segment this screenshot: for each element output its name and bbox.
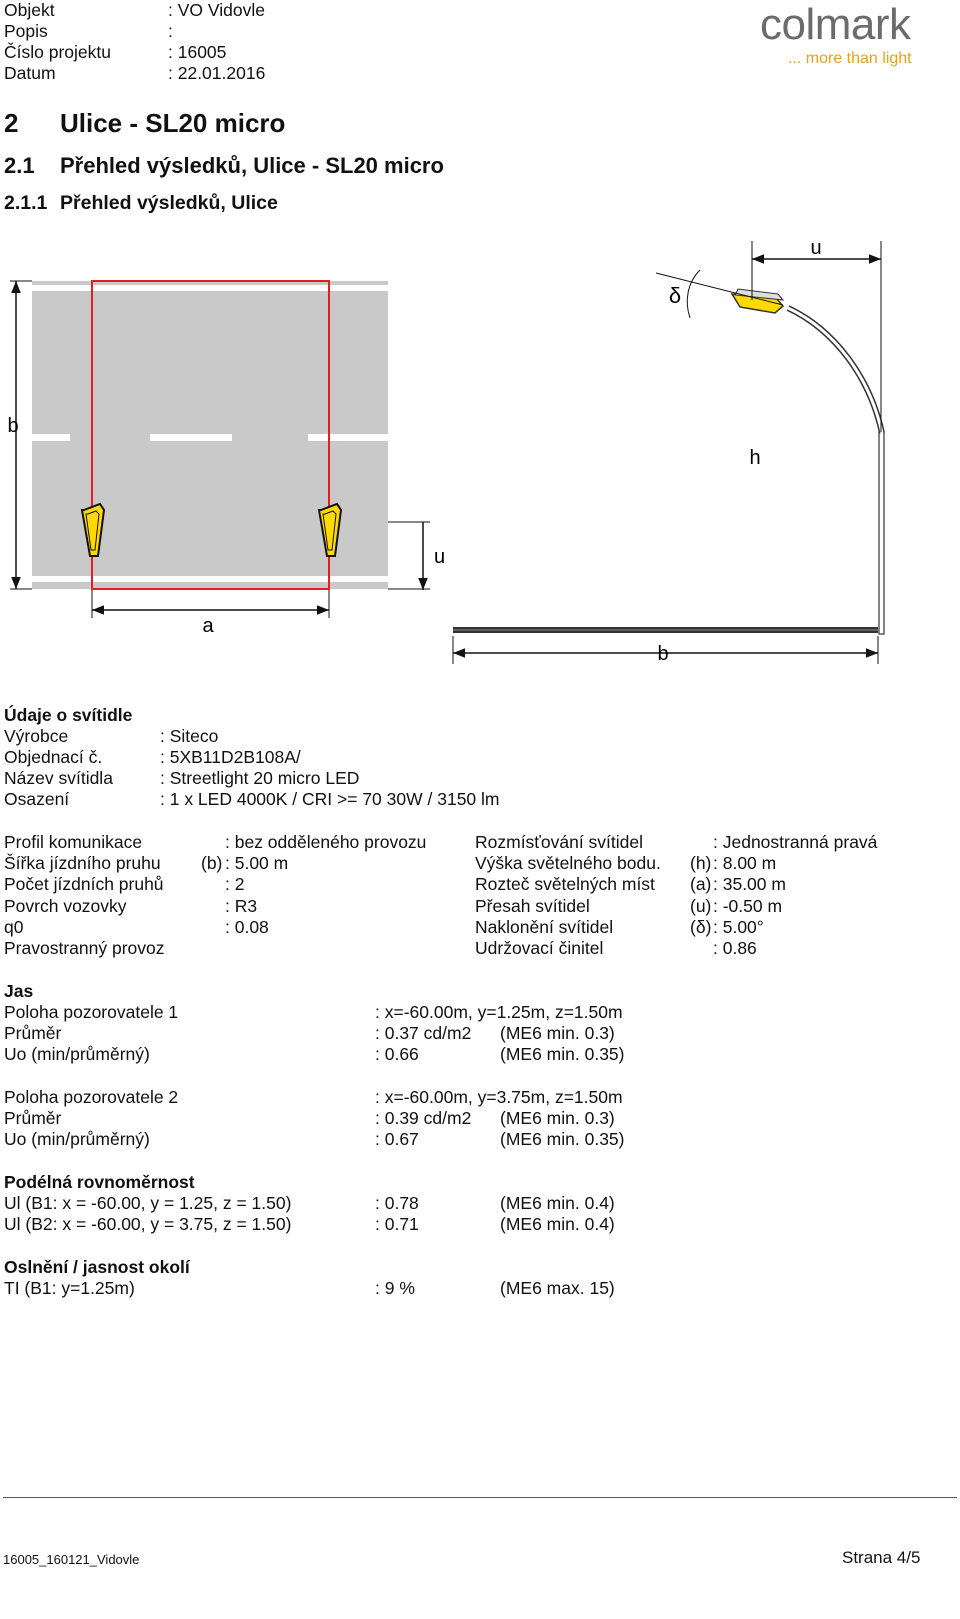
result-label: TI (B1: y=1.25m) [4,1278,135,1298]
footer-filename: 16005_160121_Vidovle [3,1552,140,1567]
param-symbol: (u) [690,896,712,916]
header-value-objekt: : VO Vidovle [168,0,265,20]
heading-2-number: 2.1 [4,153,35,178]
result-requirement: (ME6 min. 0.3) [500,1108,615,1128]
label-h: h [749,447,761,469]
result-label: Průměr [4,1023,62,1043]
result-label: Poloha pozorovatele 2 [4,1087,179,1107]
result-requirement: (ME6 min. 0.4) [500,1193,615,1213]
result-label: Ul (B2: x = -60.00, y = 3.75, z = 1.50) [4,1214,292,1234]
param-value: : bez odděleného provozu [225,832,427,852]
road-dash-3 [308,434,388,441]
param-symbol: (δ) [690,917,712,937]
result-label: Uo (min/průměrný) [4,1044,150,1064]
param-value: : 0.86 [713,938,757,958]
param-value: : R3 [225,896,258,916]
result-value: : x=-60.00m, y=3.75m, z=1.50m [375,1087,623,1107]
heading-3-text: Přehled výsledků, Ulice [60,192,278,214]
luminaire-label: Výrobce [4,726,69,746]
label-a: a [202,615,214,637]
road-dash-1 [32,434,70,441]
result-requirement: (ME6 min. 0.35) [500,1129,625,1149]
result-label: Ul (B1: x = -60.00, y = 1.25, z = 1.50) [4,1193,292,1213]
heading-2-text: Přehled výsledků, Ulice - SL20 micro [60,153,444,178]
result-value: : 0.71 [375,1214,419,1234]
footer-page-number: Strana 4/5 [842,1548,921,1567]
road-edge-line-bottom [32,576,388,582]
result-value: : x=-60.00m, y=1.25m, z=1.50m [375,1002,623,1022]
param-label: Naklonění svítidel [475,917,614,937]
result-value: : 0.67 [375,1129,419,1149]
heading-1-text: Ulice - SL20 micro [60,108,286,138]
param-label: Udržovací činitel [475,938,604,958]
param-label: Profil komunikace [4,832,143,852]
result-requirement: (ME6 min. 0.35) [500,1044,625,1064]
heading-3-number: 2.1.1 [4,192,48,214]
param-value: : 8.00 m [713,853,777,873]
param-label: Šířka jízdního pruhu [4,853,161,873]
luminaire-value: : Streetlight 20 micro LED [160,768,360,788]
luminaire-value: : Siteco [160,726,219,746]
result-label: Poloha pozorovatele 1 [4,1002,179,1022]
luminaire-label: Objednací č. [4,747,103,767]
luminaire-label: Název svítidla [4,768,113,788]
label-b-left: b [7,415,19,437]
param-label: Počet jízdních pruhů [4,874,164,894]
result-value: : 0.37 cd/m2 [375,1023,472,1043]
result-requirement: (ME6 max. 15) [500,1278,615,1298]
param-value: : 5.00° [713,917,764,937]
result-value: : 0.66 [375,1044,419,1064]
param-symbol: (b) [201,853,223,873]
header-label-cislo: Číslo projektu [4,42,111,62]
logo-word: colmark [760,0,911,49]
osleni-title: Oslnění / jasnost okolí [4,1257,190,1277]
jas-title: Jas [4,981,34,1001]
param-label: Rozmísťování svítidel [475,832,644,852]
header-value-datum: : 22.01.2016 [168,63,266,83]
luminaire-label: Osazení [4,789,70,809]
header-label-popis: Popis [4,21,48,41]
logo-tagline: ... more than light [788,50,912,67]
param-label: q0 [4,917,24,937]
label-delta: δ [668,283,682,308]
result-value: : 0.78 [375,1193,419,1213]
param-label: Výška světelného bodu. [475,853,661,873]
param-symbol: (a) [690,874,712,894]
header-label-datum: Datum [4,63,56,83]
param-value: : -0.50 m [713,896,783,916]
podelna-title: Podélná rovnoměrnost [4,1172,195,1192]
param-symbol: (h) [690,853,712,873]
pole [879,432,884,634]
param-label: Povrch vozovky [4,896,127,916]
result-requirement: (ME6 min. 0.3) [500,1023,615,1043]
result-label: Průměr [4,1108,62,1128]
param-value: : 2 [225,874,245,894]
label-u-right: u [434,546,446,568]
header-value-cislo: : 16005 [168,42,227,62]
road-diagram [0,0,960,700]
label-b-bottom: b [657,643,669,665]
luminaire-value: : 1 x LED 4000K / CRI >= 70 30W / 3150 lm [160,789,500,809]
result-value: : 9 % [375,1278,415,1298]
header-value-popis: : [168,21,173,41]
param-value: : 5.00 m [225,853,289,873]
luminaire-value: : 5XB11D2B108A/ [160,747,301,767]
lamp-side [732,289,783,313]
param-label: Pravostranný provoz [4,938,165,958]
heading-1-number: 2 [4,108,19,138]
result-value: : 0.39 cd/m2 [375,1108,472,1128]
header-label-objekt: Objekt [4,0,55,20]
road-edge-line-top [32,285,388,291]
pole-arm [788,308,882,433]
param-label: Rozteč světelných míst [475,874,655,894]
param-label: Přesah svítidel [475,896,590,916]
param-value: : Jednostranná pravá [713,832,878,852]
footer-divider [3,1497,957,1498]
param-value: : 35.00 m [713,874,786,894]
param-value: : 0.08 [225,917,269,937]
label-u-top: u [810,237,822,259]
luminaire-title: Údaje o svítidle [4,705,133,725]
result-requirement: (ME6 min. 0.4) [500,1214,615,1234]
result-label: Uo (min/průměrný) [4,1129,150,1149]
road-dash-2 [150,434,232,441]
